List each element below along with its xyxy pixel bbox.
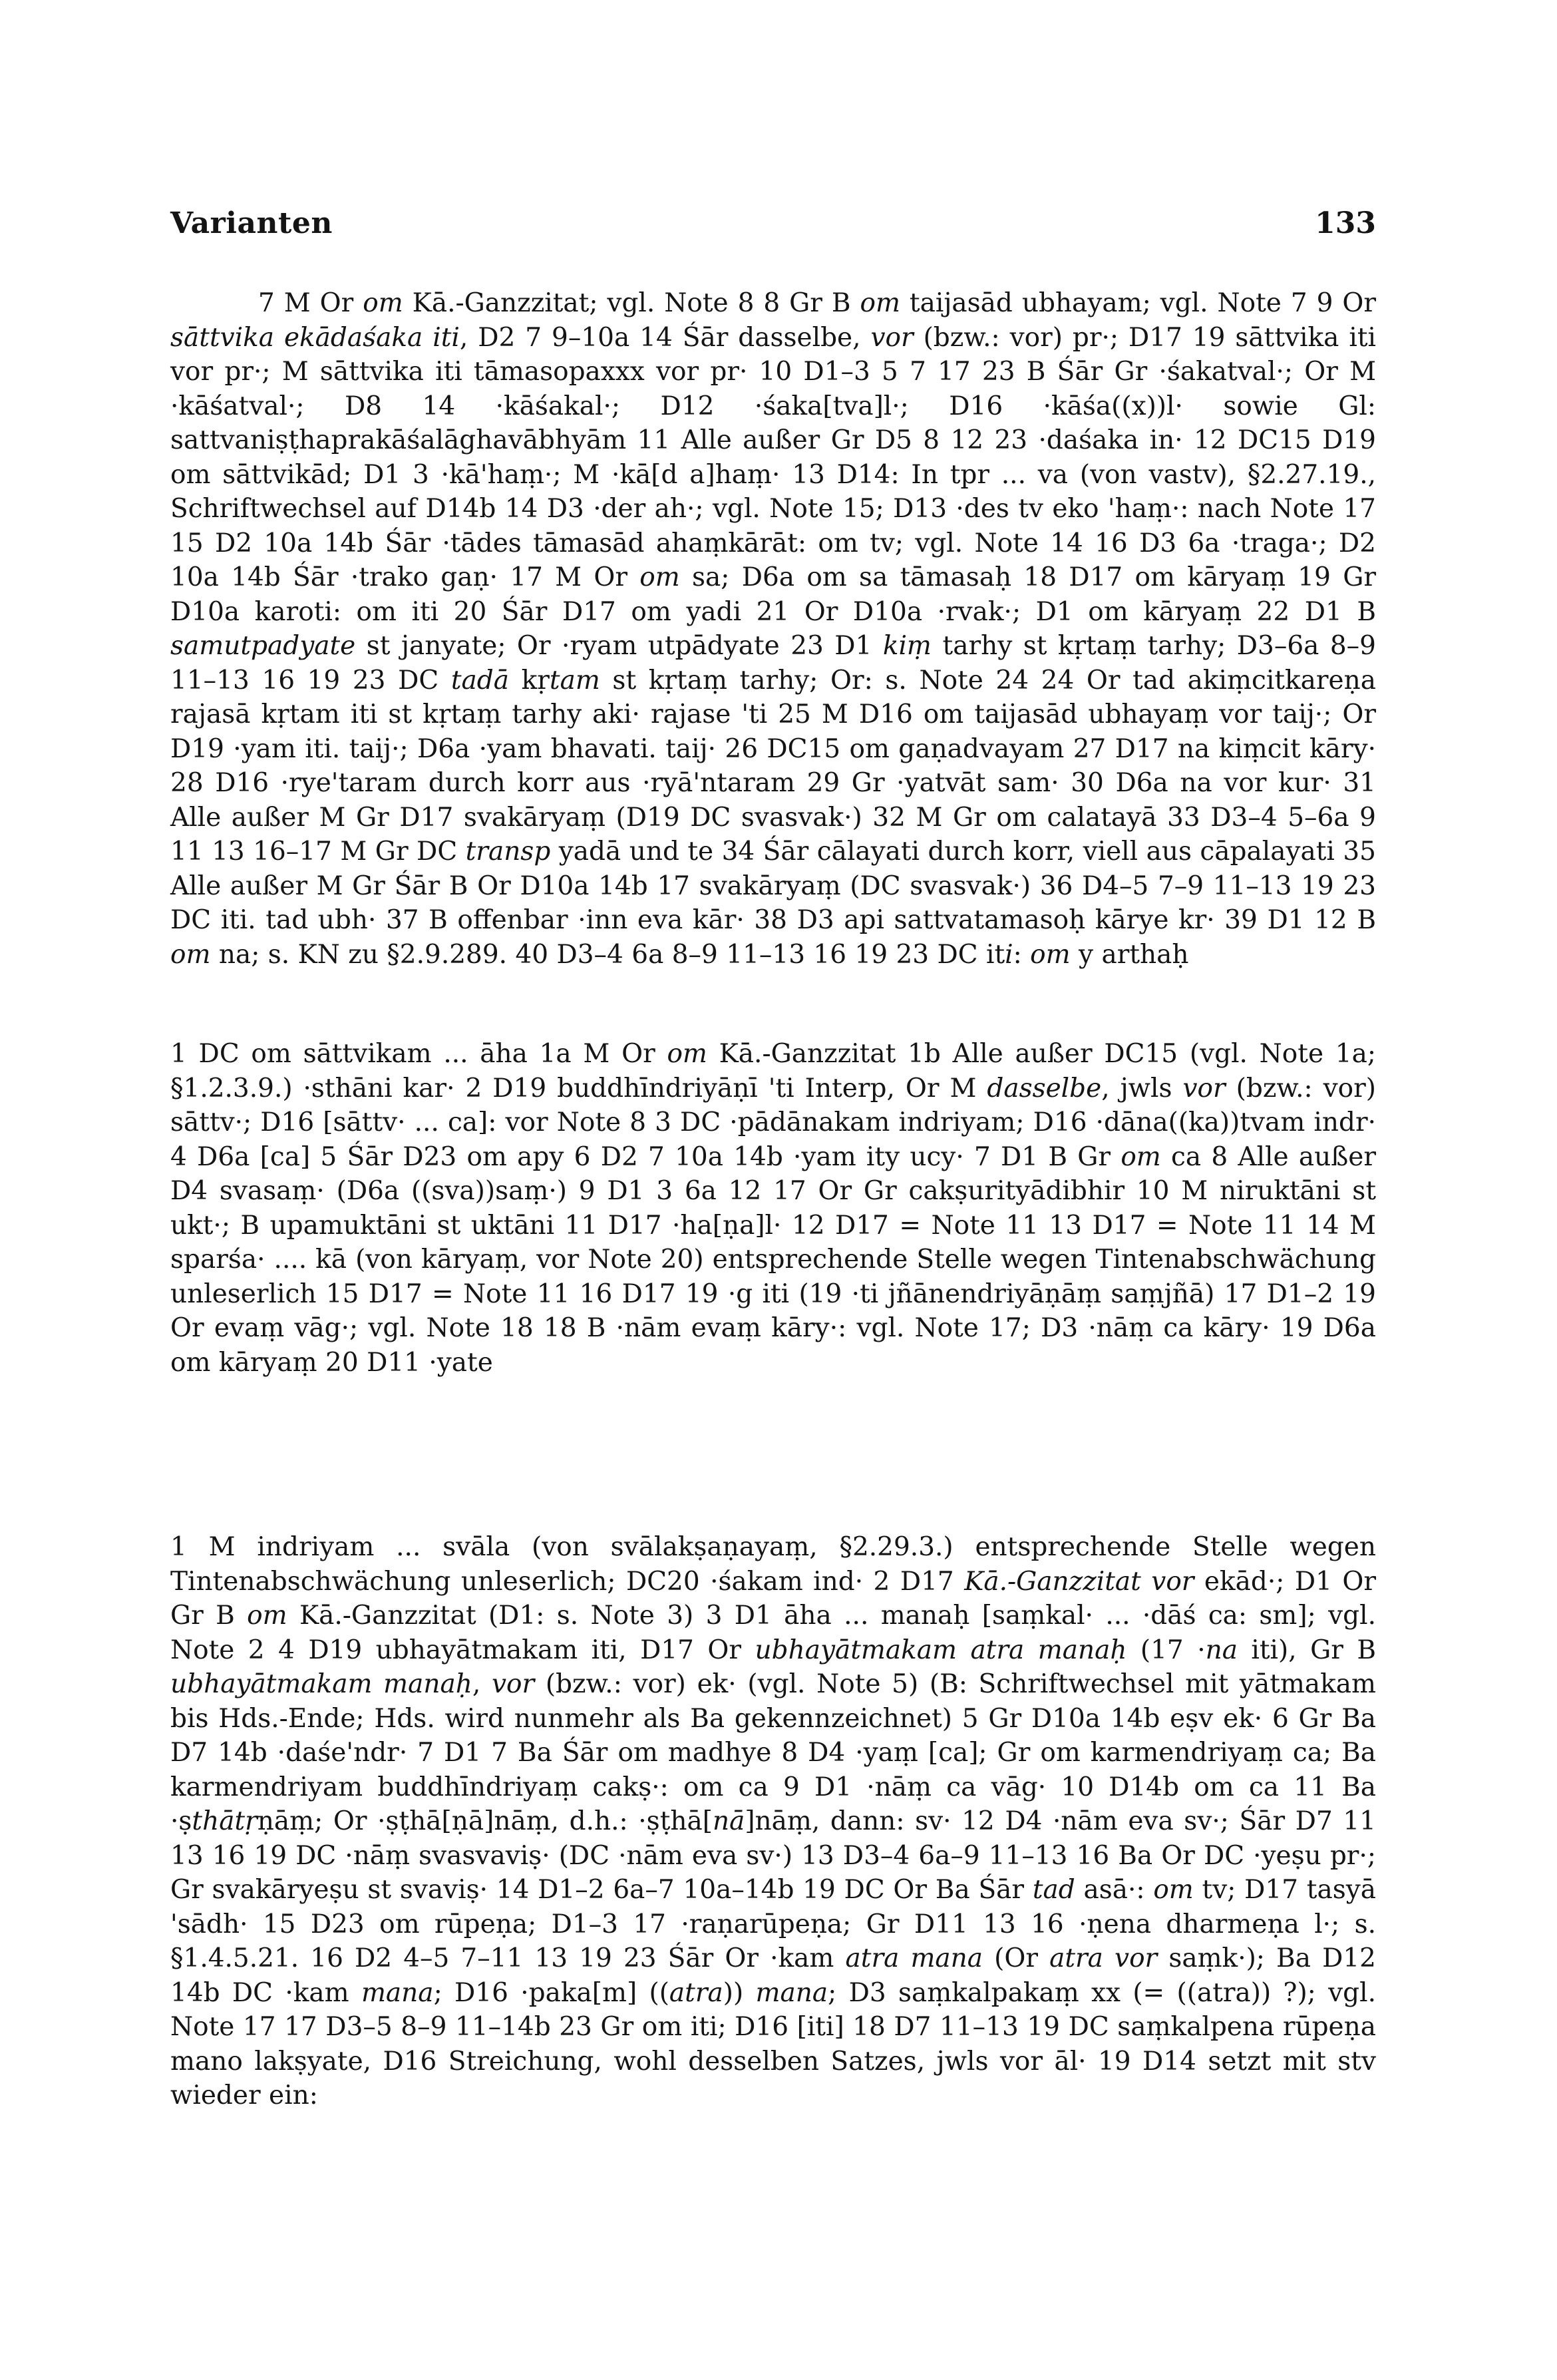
apparatus-block-1: 7 M Or om Kā.-Ganzzitat; vgl. Note 8 8 Gr B om taijasād ubhayam; vgl. Note 7 9 Or sāttvika ekādaśaka iti, D2 7 9–10a 14 Śār dasselbe, vor (bzw.: vor) pr·; D17 19 sāttvika iti vor pr·; M sāttvika iti tāmasopaxxx vor pr· 10 D1–3 5 7 17 23 B Śār Gr ·śakatval·; Or M ·kāśatval·; D8 14 ·kāśakal·; D12 ·śaka[tva]l·; D16 ·kāśa((x))l· sowie Gl: sattvaniṣṭhaprakāśalāghavābhyām 11 Alle außer Gr D5 8 12 23 ·daśaka in· 12 DC15 D19 om sāttvikād; D1 3 ·kā'haṃ·; M ·kā[d a]haṃ· 13 D14: In tpr ... va (von vastv), §2.27.19., Schriftwechsel auf D14b 14 D3 ·der ah·; vgl. Note 15; D13 ·des tv eko 'haṃ·: nach Note 17 15 D2 10a 14b Śār ·tādes tāmasād ahaṃkārāt: om tv; vgl. Note 14 16 D3 6a ·traga·; D2 10a 14b Śār ·trako gaṇ· 17 M Or om sa; D6a om sa tāmasaḥ 18 D17 om kāryaṃ 19 Gr D10a karoti: om iti 20 Śār D17 om yadi 21 Or D10a ·rvak·; D1 om kāryaṃ 22 D1 B samutpadyate st janyate; Or ·ryam utpādyate 23 D1 kiṃ tarhy st kṛtaṃ tarhy; D3–6a 8–9 11–13 16 19 23 DC tadā kṛtam st kṛtaṃ tarhy; Or: s. Note 24 24 Or tad akiṃcitkareṇa rajasā kṛtam iti st kṛtaṃ tarhy aki· rajase 'ti 25 M D16 om taijasād ubhayaṃ vor taij·; Or D19 ·yam iti. taij·; D6a ·yam bhavati. taij· 26 DC15 om gaṇadvayam 27 D17 na kiṃcit kāry· 28 D16 ·rye'taram durch korr aus ·ryā'ntaram 29 Gr ·yatvāt sam· 30 D6a na vor kur· 31 Alle außer M Gr D17 svakāryaṃ (D19 DC svasvak·) 32 M Gr om calatayā 33 D3–4 5–6a 9 11 13 16–17 M Gr DC transp yadā und te 34 Śār cālayati durch korr, viell aus cāpalayati 35 Alle außer M Gr Śār B Or D10a 14b 17 svakāryaṃ (DC svasvak·) 36 D4–5 7–9 11–13 19 23 DC iti. tad ubh· 37 B offenbar ·inn eva kār· 38 D3 api sattvatamasoḥ kārye kr· 39 D1 12 B om na; s. KN zu §2.9.289. 40 D3–4 6a 8–9 11–13 16 19 23 DC iti: om y arthaḥ: [170, 288, 1376, 970]
running-head: Varianten: [170, 206, 333, 240]
page-header: [170, 206, 1376, 260]
page-number: 133: [1315, 206, 1376, 240]
page: [170, 206, 1376, 2113]
apparatus-block-3: 1 M indriyam ... svāla (von svālakṣaṇayaṃ, §2.29.3.) entsprechende Stelle wegen Tintenabschwächung unleserlich; DC20 ·śakam ind· 2 D17 Kā.-Ganzzitat vor ekād·; D1 Or Gr B om Kā.-Ganzzitat (D1: s. Note 3) 3 D1 āha ... manaḥ [saṃkal· ... ·dāś ca: sm]; vgl. Note 2 4 D19 ubhayātmakam iti, D17 Or ubhayātmakam atra manaḥ (17 ·na iti), Gr B ubhayātmakam manaḥ, vor (bzw.: vor) ek· (vgl. Note 5) (B: Schriftwechsel mit yātmakam bis Hds.-Ende; Hds. wird nunmehr als Ba gekennzeichnet) 5 Gr D10a 14b eṣv ek· 6 Gr Ba D7 14b ·daśe'ndr· 7 D1 7 Ba Śār om madhye 8 D4 ·yaṃ [ca]; Gr om karmendriyaṃ ca; Ba karmendriyam buddhīndriyaṃ cakṣ·: om ca 9 D1 ·nāṃ ca vāg· 10 D14b om ca 11 Ba ·ṣthātṛṇāṃ; Or ·ṣṭhā[ṇā]nāṃ, d.h.: ·ṣṭhā[nā]nāṃ, dann: sv· 12 D4 ·nām eva sv·; Śār D7 11 13 16 19 DC ·nāṃ svasvaviṣ· (DC ·nām eva sv·) 13 D3–4 6a–9 11–13 16 Ba Or DC ·yeṣu pr·; Gr svakāryeṣu st svaviṣ· 14 D1–2 6a–7 10a–14b 19 DC Or Ba Śār tad asā·: om tv; D17 tasyā 'sādh· 15 D23 om rūpeṇa; D1–3 17 ·raṇarūpeṇa; Gr D11 13 16 ·ṇena dharmeṇa l·; s. §1.4.5.21. 16 D2 4–5 7–11 13 19 23 Śār Or ·kam atra mana (Or atra vor saṃk·); Ba D12 14b DC ·kam mana; D16 ·paka[m] ((atra)) mana; D3 saṃkalpakaṃ xx (= ((atra)) ?); vgl. Note 17 17 D3–5 8–9 11–14b 23 Gr om iti; D16 [iti] 18 D7 11–13 19 DC saṃkalpena rūpeṇa mano lakṣyate, D16 Streichung, wohl desselben Satzes, jwls vor āl· 19 D14 setzt mit stv wieder ein:: [170, 1532, 1377, 2110]
apparatus-block-2: 1 DC om sāttvikam ... āha 1a M Or om Kā.-Ganzzitat 1b Alle außer DC15 (vgl. Note 1a; §1.2.3.9.) ·sthāni kar· 2 D19 buddhīndriyāṇī 'ti Interp, Or M dasselbe, jwls vor (bzw.: vor) sāttv·; D16 [sāttv· ... ca]: vor Note 8 3 DC ·pādānakam indriyam; D16 ·dāna((ka))tvam indr· 4 D6a [ca] 5 Śār D23 om apy 6 D2 7 10a 14b ·yam ity ucy· 7 D1 B Gr om ca 8 Alle außer D4 svasaṃ· (D6a ((sva))saṃ·) 9 D1 3 6a 12 17 Or Gr cakṣurityādibhir 10 M niruktāni st ukt·; B upamuktāni st uktāni 11 D17 ·ha[ṇa]l· 12 D17 = Note 11 13 D17 = Note 11 14 M sparśa· .... kā (von kāryaṃ, vor Note 20) entsprechende Stelle wegen Tintenabschwächung unleserlich 15 D17 = Note 11 16 D17 19 ·g iti (19 ·ti jñānendriyāṇāṃ saṃjñā) 17 D1–2 19 Or evaṃ vāg·; vgl. Note 18 18 B ·nām evaṃ kāry·: vgl. Note 17; D3 ·nāṃ ca kāry· 19 D6a om kāryaṃ 20 D11 ·yate: [170, 1039, 1377, 1378]
